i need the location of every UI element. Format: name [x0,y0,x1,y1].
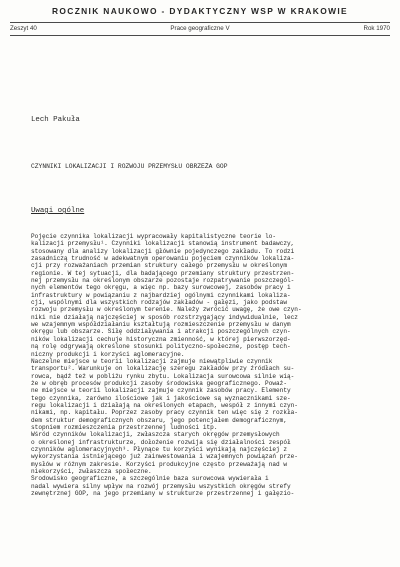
body-line: czynników aglomeracyjnych³. Płynące tu korzyści wynikają najczęściej z [31,445,287,453]
body-line: kalizacji przemysłu¹. Czynniki lokalizacji stanowią instrument badawczy, [31,240,295,248]
body-line: Pojęcie czynnika lokalizacji wypracowały kapitalistyczne teorie lo- [31,233,277,240]
body-line: Naczelne miejsce w teorii lokalizacji zajmuje niewątpliwie czynnik [31,357,273,365]
body-line: transportu². Warunkuje on lokalizację szeregu zakładów przy źródłach su- [31,365,295,373]
body-line: zewnętrznej GOP, na jego przemiany w strukturze przestrzennej i gałęzio- [31,490,295,498]
journal-title: ROCZNIK NAUKOWO - DYDAKTYCZNY WSP W KRAKOWIE [52,6,348,16]
article-title: CZYNNIKI LOKALIZACJI I ROZWOJU PRZEMYSŁU OBRZEŻA GOP [31,163,228,170]
body-line: rowca, bądź też w pobliżu rynku zbytu. Lokalizacja surowcowa silnie wią- [31,372,295,380]
body-line: że w obręb procesów produkcji zasoby środowiska geograficznego. Poważ- [31,379,287,387]
header-rule-top [10,22,390,23]
issue-info-row [10,25,390,34]
body-line: ne miejsce w teorii lokalizacji zajmuje czynnik zasobów pracy. Elementy [31,387,291,395]
body-line: niczny produkcji i korzyści aglomeracyjne. [31,350,185,358]
body-text [31,233,371,497]
body-line: zasadniczą trudność w adekwatnym operowaniu pojęciem czynników lokaliza- [31,255,295,263]
body-line: ników lokalizacji cechuje historyczna zmienność, w której pierwszorzęd- [31,335,291,343]
body-line: stopniem rozmieszczenia przestrzennej ludności itp. [31,423,218,431]
body-line: stosowany dla analizy lokalizacji głównie pojedynczego zakładu. To rodzi [31,247,295,255]
body-line: okręgu lub obszarze. Siłę oddziaływania i atrakcji poszczególnych czyn- [31,328,291,336]
section-heading: Uwagi ogólne [31,207,85,215]
body-line: nych elementów tego okręgu, a więc np. bazy surowcowej, zasobów pracy i [31,284,291,292]
article-author: Lech Pakuła [31,116,80,124]
body-line: ną rolę odgrywają określone stosunki polityczno-społeczne, postęp tech- [31,343,291,351]
header-rule-bottom [10,35,390,36]
body-line: cji, wspólnymi dla wszystkich rodzajów zakładów - gałęzi, jako podstaw [31,299,287,307]
body-line: niekorzyści, zwłaszcza społeczne. [31,468,152,475]
body-line: tego czynnika, zarówno ilościowe jak i jakościowe są wyznacznikami sze- [31,394,291,402]
issue-number: Zeszyt 40 [10,25,37,32]
body-line: o określonej infrastrukturze, dołożenie rozwija się działalności zespół [31,438,291,446]
body-line: we wzajemnym współdziałaniu kształtują rozmieszczenie przemysłu w danym [31,321,291,329]
publication-year: Rok 1970 [363,25,390,32]
body-line: mysłów w różnym zakresie. Korzyści produkcyjne często przeważają nad w [31,460,287,468]
body-line: infrastruktury w powiązaniu z najbardziej ogólnymi czynnikami lokaliza- [31,291,291,299]
body-line: wykorzystania istniejącego już zainwestowania i wzajemnych powiązań prze- [31,453,298,461]
body-line: regu lokalizacji i działają na określonych etapach, wespół z innymi czyn- [31,401,298,409]
body-line: dem struktur demograficznych obszaru, jego potencjałem demograficznym, [31,416,287,424]
body-line: nadal wywiera silny wpływ na rozwój przemysłu wszystkich okręgów strefy [31,482,291,490]
body-line: Wśród czynników lokalizacji, zwłaszcza starych okręgów przemysłowych [31,431,280,439]
body-line: regionie. W tej sytuacji, dla badającego przemiany struktury przestrzen- [31,269,295,277]
body-line: rozwoju przemysłu w określonym terenie. Należy zwrócić uwagę, że owe czyn- [31,306,302,314]
series-name: Prace geograficzne V [170,25,230,32]
body-line: nikami, np. kapitału. Poprzez zasoby pracy czynnik ten więc się z rozkła- [31,409,298,417]
body-line: niki nie działają najczęściej w sposób rozstrzygający indywidualnie, lecz [31,313,298,321]
body-line: cji przy rozważaniach przemian struktury całego przemysłu w określonym [31,262,287,270]
body-line: nej przemysłu na określonym obszarze pozostaje rozpatrywanie poszczegól- [31,277,295,285]
body-line: Środowisko geograficzne, a szczególnie baza surowcowa wywierała i [31,475,269,483]
